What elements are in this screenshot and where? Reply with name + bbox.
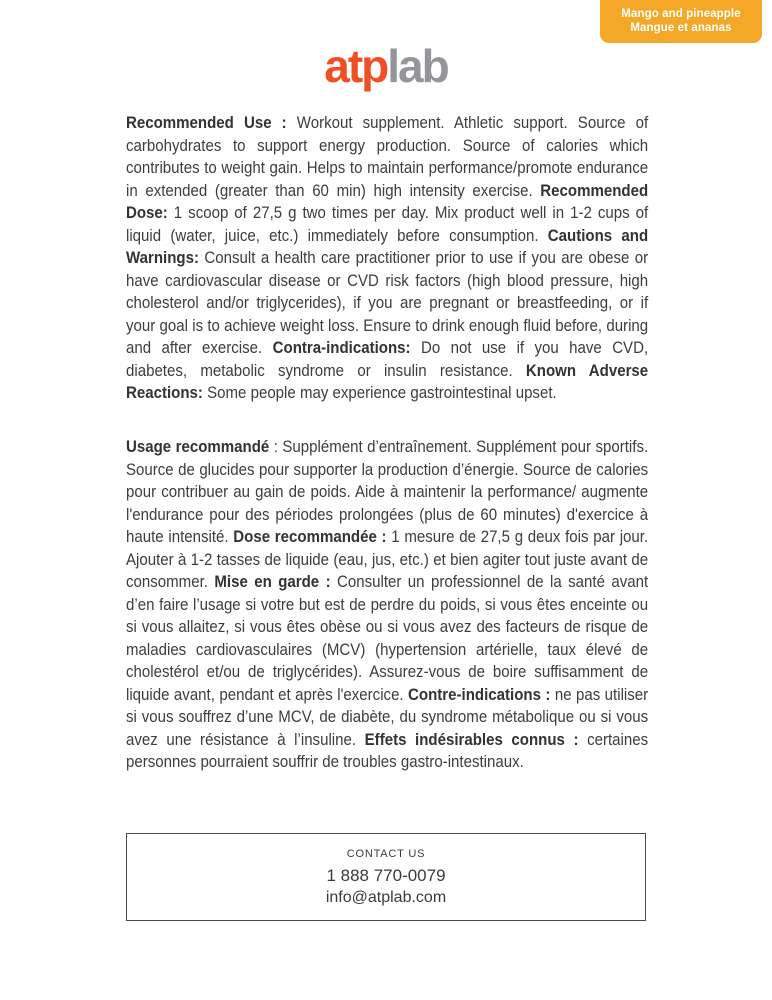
paragraph-usage-recommande-fr: Usage recommandé : Supplément d’entraînement. Supplément pour sportifs. Source de glucides pour supporter la production d’énergie. Source de calories pour contribuer au gain de poids. Aide à maintenir la performance/ augmente l'endurance pour des périodes prolongées (plus de 60 minutes) d'exercice à haute intensité. Dose recommandée : 1 mesure de 27,5 g deux fois par jour. Ajouter à 1-2 tasses de liquide (eau, jus, etc.) et bien agiter tout juste avant de consommer. Mise en garde : Consulter un professionnel de la santé avant d’en faire l’usage si votre but est de perdre du poids, si vous êtes enceinte ou si vous allaitez, si vous êtes obèse ou si vous avez des facteurs de risque de maladies cardiovasculaires (MCV) (hypertension artérielle, taux élevé de cholestérol et/ou de triglycérides). Assurez-vous de boire suffisamment de liquide avant, pendant et après l'exercice. Contre-indications : ne pas utiliser si vous souffrez d’une MCV, de diabète, du syndrome métabolique ou si vous avez une résistance à l’insuline. Effets indésirables connus : certaines personnes pourraient souffrir de troubles gastro-intestinaux. xyxy=(126,437,649,771)
flavor-badge-line-fr: Mangue et ananas xyxy=(630,22,732,34)
logo-part-lab: lab xyxy=(387,40,448,92)
flavor-badge-line-en: Mango and pineapple xyxy=(621,8,741,20)
flavor-badge xyxy=(600,0,762,43)
contact-heading: CONTACT US xyxy=(346,847,426,860)
contact-box xyxy=(126,833,646,921)
paragraph-recommended-use-en: Recommended Use : Workout supplement. Athletic support. Source of carbohydrates to support energy production. Source of calories which contributes to weight gain. Helps to maintain performance/promote endurance in extended (greater than 60 min) high intensity exercise. Recommended Dose: 1 scoop of 27,5 g two times per day. Mix product well in 1-2 cups of liquid (water, juice, etc.) immediately before consumption. Cautions and Warnings: Consult a health care practitioner prior to use if you are obese or have cardiovascular disease or CVD risk factors (high blood pressure, high cholesterol and/or triglycerides), if you are pregnant or breastfeeding, or if your goal is to achieve weight loss. Ensure to drink enough fluid before, during and after exercise. Contra-indications: Do not use if you have CVD, diabetes, metabolic syndrome or insulin resistance. Known Adverse Reactions: Some people may experience gastrointestinal upset. xyxy=(126,113,649,402)
contact-email: info@atplab.com xyxy=(325,888,447,906)
contact-phone: 1 888 770-0079 xyxy=(326,865,446,885)
logo-part-atp: atp xyxy=(324,40,388,92)
brand-logo xyxy=(0,42,772,90)
